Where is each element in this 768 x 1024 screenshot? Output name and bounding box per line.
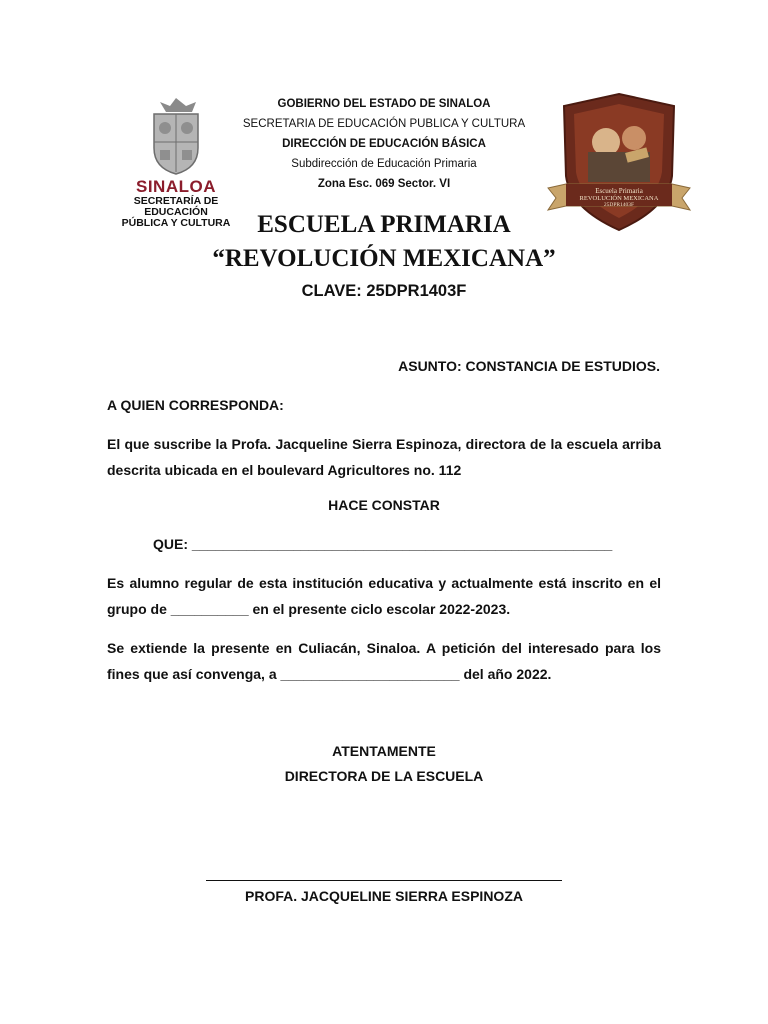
school-clave: CLAVE: 25DPR1403F — [301, 282, 467, 300]
school-title-line1: ESCUELA PRIMARIA — [257, 211, 511, 238]
header-lines — [236, 94, 532, 194]
sinaloa-logo-subtitle: SECRETARÍA DE EDUCACIÓN PÚBLICA Y CULTURA — [121, 195, 231, 229]
closing-block — [0, 739, 768, 789]
header-line-secretaria: SECRETARIA DE EDUCACIÓN PUBLICA Y CULTURA — [242, 118, 526, 130]
school-title — [0, 208, 768, 276]
header-line-direccion: DIRECCIÓN DE EDUCACIÓN BÁSICA — [282, 138, 486, 150]
que-line: QUE: ______________________________________________________ — [153, 536, 613, 552]
badge-label-line1: Escuela Primaria — [595, 187, 643, 195]
badge-label-line3: 25DPR1403F — [603, 202, 635, 208]
sinaloa-logo-name: SINALOA — [136, 177, 216, 196]
header-line-zona: Zona Esc. 069 Sector. VI — [317, 178, 451, 190]
signature-line — [206, 880, 562, 881]
signature-name: PROFA. JACQUELINE SIERRA ESPINOZA — [245, 888, 523, 904]
header-line-subdireccion: Subdirección de Educación Primaria — [291, 158, 477, 170]
paragraph-extiende: Se extiende la presente en Culiacán, Sinaloa. A petición del interesado para los fines que así convenga, a _______________________ del año 2022. — [107, 640, 661, 682]
header-line-gobierno: GOBIERNO DEL ESTADO DE SINALOA — [277, 98, 491, 110]
atentamente: ATENTAMENTE — [332, 743, 436, 759]
saludo: A QUIEN CORRESPONDA: — [107, 397, 284, 413]
paragraph-alumno: Es alumno regular de esta institución educativa y actualmente está inscrito en el grupo de __________ en el presente ciclo escolar 2022-2023. — [107, 575, 661, 617]
cargo: DIRECTORA DE LA ESCUELA — [284, 768, 484, 784]
hace-constar: HACE CONSTAR — [328, 497, 440, 513]
asunto: ASUNTO: CONSTANCIA DE ESTUDIOS. — [398, 358, 660, 374]
badge-label-line2: REVOLUCIÓN MEXICANA — [579, 195, 659, 202]
school-title-line2: “REVOLUCIÓN MEXICANA” — [212, 245, 556, 272]
paragraph-suscribe: El que suscribe la Profa. Jacqueline Sierra Espinoza, directora de la escuela arriba descrita ubicada en el boulevard Agricultores no. 112 — [107, 436, 661, 478]
sinaloa-coat-of-arms-icon — [146, 96, 206, 176]
sinaloa-logo — [118, 96, 234, 229]
